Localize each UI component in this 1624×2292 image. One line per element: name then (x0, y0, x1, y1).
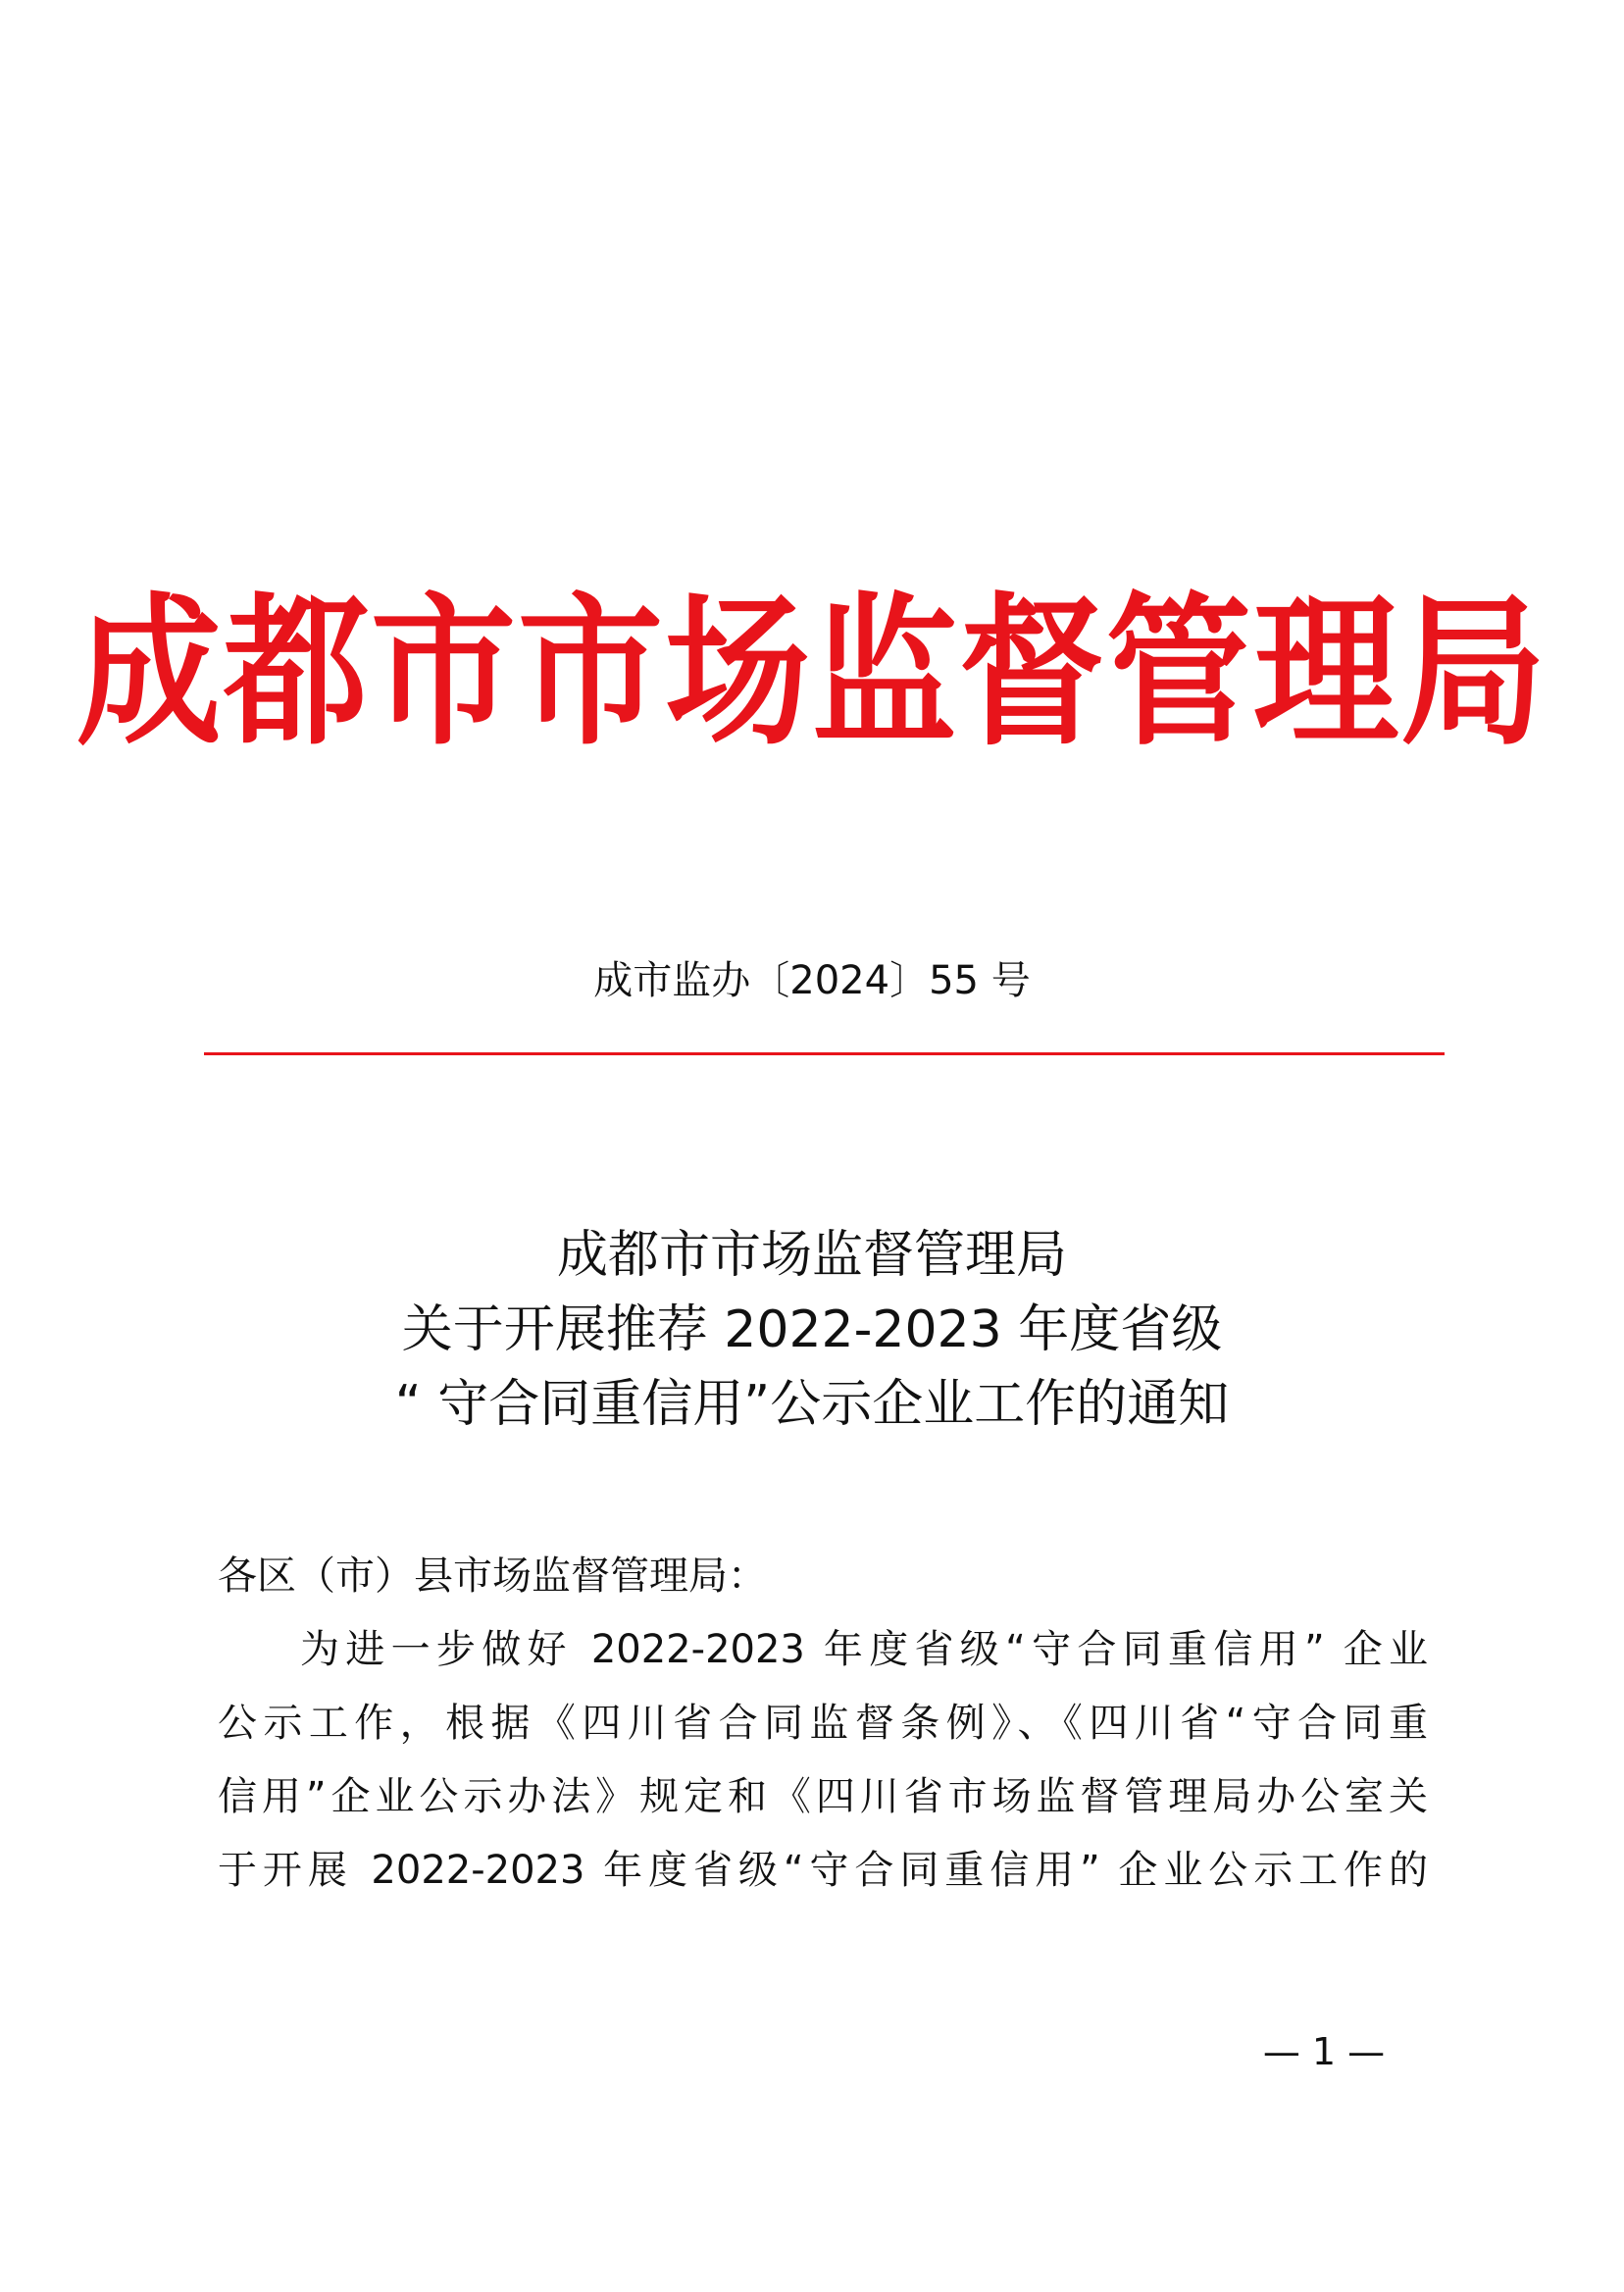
title-line-2: 关于开展推荐 2022-2023 年度省级 (401, 1300, 1223, 1359)
body-line-1: 为进一步做好 2022-2023 年度省级“守合同重信用” 企业 (300, 1627, 1428, 1672)
salutation: 各区（市）县市场监督管理局： (218, 1553, 767, 1599)
body-line-2: 公示工作，根据《四川省合同监督条例》、《四川省“守合同重 (218, 1701, 1428, 1746)
document-number: 成市监办〔2024〕55 号 (593, 958, 1031, 1003)
page-number: — 1 — (1262, 2030, 1386, 2073)
masthead-agency-name: 成都市市场监督管理局 (76, 578, 1548, 768)
document-title (0, 1218, 1624, 1442)
body-line-4: 于开展 2022-2023 年度省级“守合同重信用” 企业公示工作的 (218, 1848, 1428, 1893)
title-line-3: “ 守合同重信用”公示企业工作的通知 (394, 1375, 1230, 1434)
title-line-1: 成都市市场监督管理局 (556, 1226, 1067, 1285)
red-separator-line (204, 1052, 1445, 1055)
body-line-3: 信用”企业公示办法》规定和《四川省市场监督管理局办公室关 (218, 1774, 1428, 1819)
